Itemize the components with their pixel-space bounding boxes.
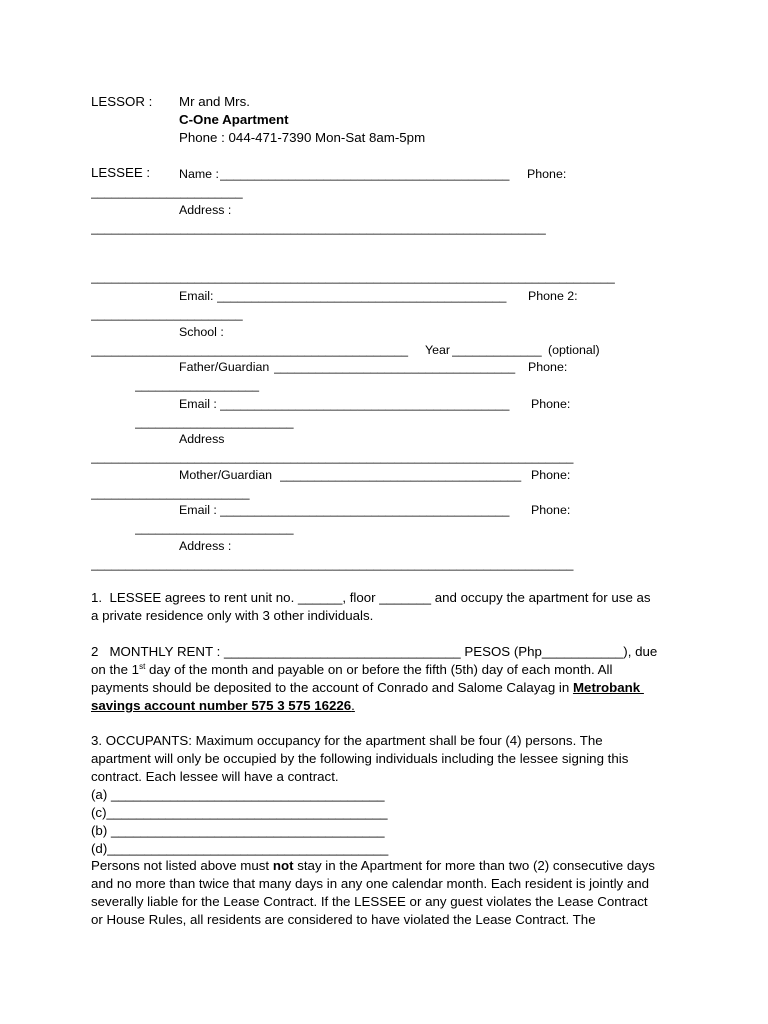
clause-3-line-4: Persons not listed above must not stay in the Apartment for more than two (2) consecutive days [91, 858, 655, 873]
lessee-email-blank[interactable]: __________________________________________ [217, 289, 507, 303]
mother-phone-blank[interactable]: _______________________ [91, 486, 250, 500]
lessee-address-line-1[interactable]: __________________________________________________________________ [91, 221, 546, 235]
mother-email-label: Email : [179, 503, 217, 517]
lessee-year-blank[interactable]: _____________ [452, 343, 542, 357]
clause-2-line-2: on the 1st day of the month and payable on or before the fifth (5th) day of each month. All [91, 662, 613, 677]
lessor-phone: Phone : 044-471-7390 Mon-Sat 8am-5pm [179, 130, 426, 145]
mother-phone-label: Phone: [531, 468, 571, 482]
lessee-name-label: Name : [179, 167, 219, 181]
father-email-phone-blank[interactable]: _______________________ [135, 415, 294, 429]
father-guardian-blank[interactable]: ___________________________________ [274, 360, 516, 374]
lessor-name: Mr and Mrs. [179, 94, 250, 109]
lessee-school-blank[interactable]: ______________________________________________ [91, 343, 408, 357]
mother-address-label: Address : [179, 539, 232, 553]
father-guardian-label: Father/Guardian [179, 360, 270, 374]
lessee-phone2-blank[interactable]: ______________________ [91, 307, 243, 321]
clause-3-line-1: 3. OCCUPANTS: Maximum occupancy for the apartment shall be four (4) persons. The [91, 733, 603, 748]
mother-email-blank[interactable]: __________________________________________ [220, 503, 510, 517]
clause-3-line-2: apartment will only be occupied by the following individuals including the lessee signing this [91, 751, 629, 766]
mother-guardian-label: Mother/Guardian [179, 468, 272, 482]
lessee-address-label: Address : [179, 203, 232, 217]
lessee-year-label: Year [425, 343, 451, 357]
clause-1-line-2: a private residence only with 3 other individuals. [91, 608, 374, 623]
lessee-email-label: Email: [179, 289, 214, 303]
clause-2-line-3: payments should be deposited to the account of Conrado and Salome Calayag in Metrobank [91, 680, 644, 695]
father-address-blank[interactable]: ______________________________________________________________________ [91, 450, 574, 464]
lessee-school-label: School : [179, 325, 224, 339]
lessee-phone2-label: Phone 2: [528, 289, 578, 303]
lessee-year-optional-label: (optional) [548, 343, 600, 357]
bank-name: Metrobank [572, 680, 644, 695]
occupant-line-d[interactable]: (d)______________________________________ [91, 841, 389, 856]
occupant-line-a[interactable]: (a) _____________________________________ [91, 787, 385, 802]
father-phone-label: Phone: [528, 360, 568, 374]
clause-2-line-4: savings account number 575 3 575 16226. [91, 698, 355, 713]
lessor-business-name: C-One Apartment [179, 112, 289, 127]
mother-email-phone-blank[interactable]: _______________________ [135, 521, 294, 535]
bank-account-number: savings account number 575 3 575 16226 [91, 698, 352, 713]
father-email-phone-label: Phone: [531, 397, 571, 411]
lessee-phone-label: Phone: [527, 167, 567, 181]
lessee-name-blank[interactable]: __________________________________________ [220, 167, 510, 181]
lessee-address-line-2[interactable]: ____________________________________________________________________________ [91, 270, 615, 284]
clause-3-line-7: or House Rules, all residents are considered to have violated the Lease Contract. The [91, 912, 596, 927]
father-email-blank[interactable]: __________________________________________ [220, 397, 510, 411]
mother-email-phone-label: Phone: [531, 503, 571, 517]
father-phone-blank[interactable]: __________________ [135, 378, 260, 392]
mother-address-blank[interactable]: ______________________________________________________________________ [91, 557, 574, 571]
clause-3-line-6: severally liable for the Lease Contract. If the LESSEE or any guest violates the Lease Contract [91, 894, 648, 909]
clause-2-line-1: 2 MONTHLY RENT : ________________________________ PESOS (Php___________), due [91, 644, 658, 659]
clause-3-line-5: and no more than twice that many days in any one calendar month. Each resident is jointly and [91, 876, 650, 891]
occupant-line-b[interactable]: (b) _____________________________________ [91, 823, 385, 838]
lessee-phone-blank[interactable]: ______________________ [91, 185, 243, 199]
occupant-line-c[interactable]: (c)______________________________________ [91, 805, 388, 820]
clause-1-line-1: 1. LESSEE agrees to rent unit no. ______, floor _______ and occupy the apartment for use as [91, 590, 651, 605]
father-email-label: Email : [179, 397, 217, 411]
lessor-label: LESSOR : [91, 94, 153, 109]
clause-3-line-3: contract. Each lessee will have a contract. [91, 769, 339, 784]
mother-guardian-blank[interactable]: ___________________________________ [280, 468, 522, 482]
lessee-label: LESSEE : [91, 165, 151, 180]
father-address-label: Address [179, 432, 225, 446]
